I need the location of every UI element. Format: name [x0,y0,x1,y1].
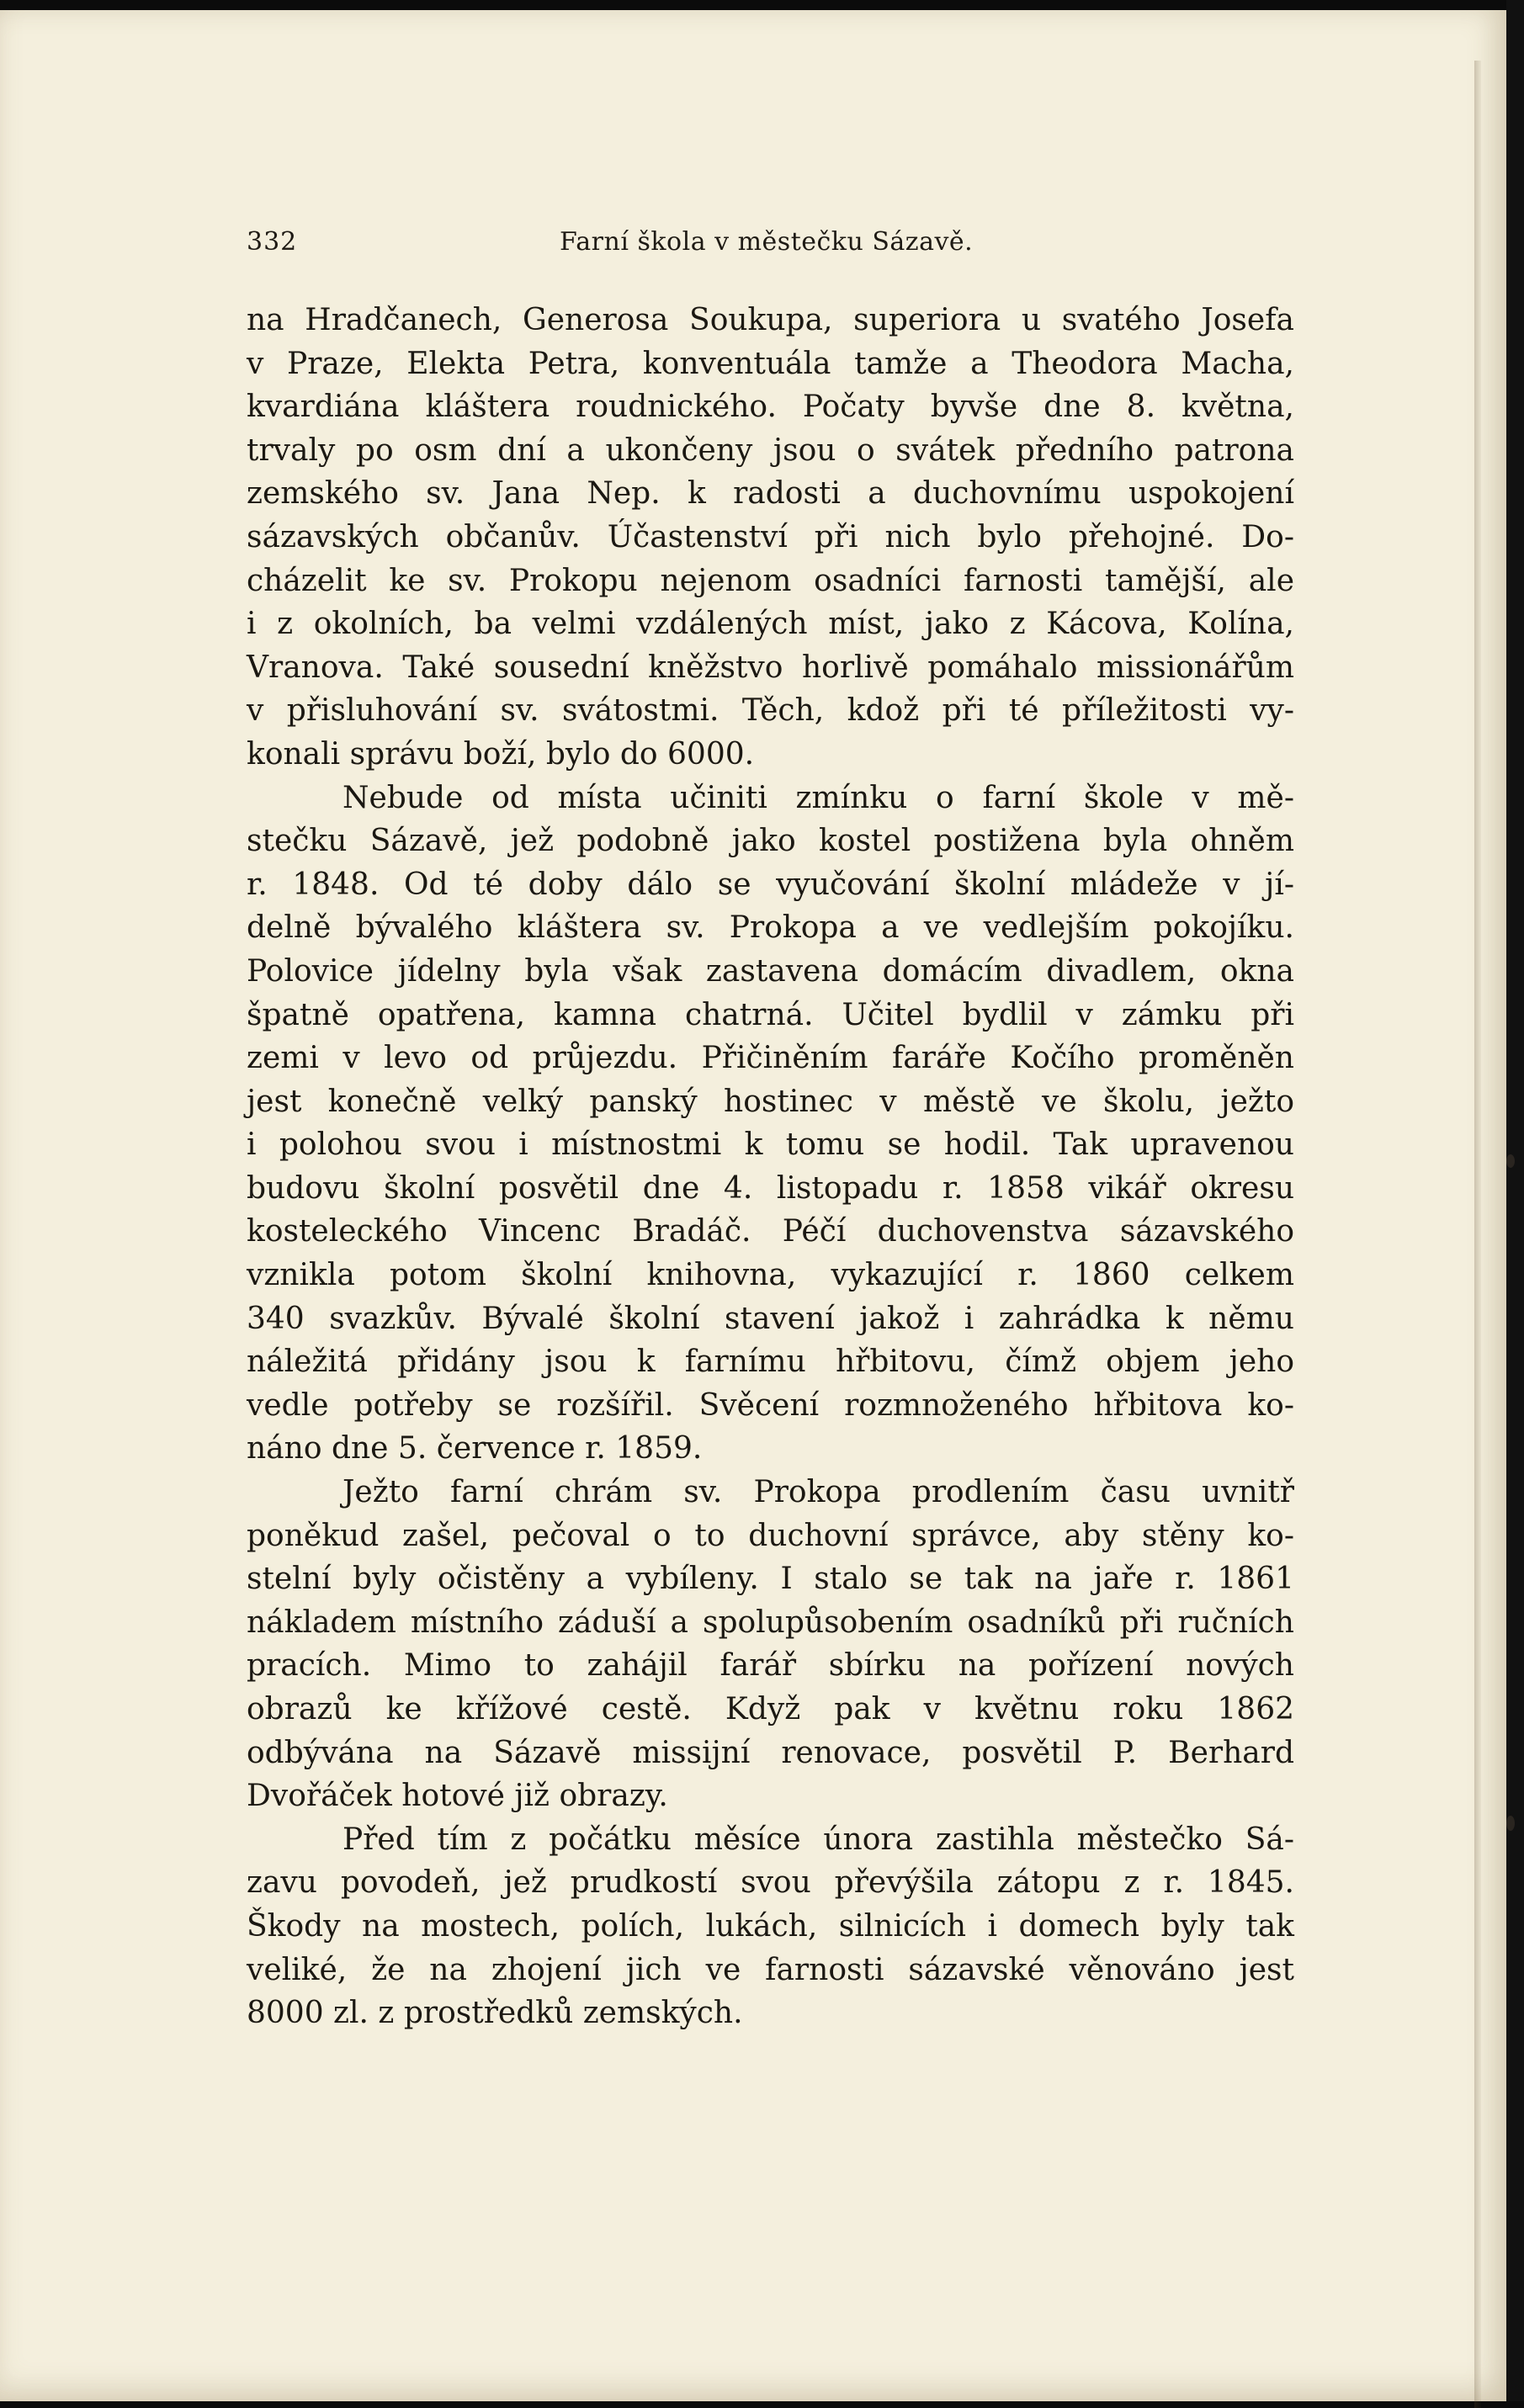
margin-ink-spot [1506,1816,1515,1831]
text-line: vznikla potom školní knihovna, vykazující r. 1860 celkem [247,1258,1294,1293]
text-line: kvardiána kláštera roudnického. Počaty byvše dne 8. května, [247,390,1294,425]
text-line: i polohou svou i místnostmi k tomu se hodil. Tak upravenou [247,1127,1294,1163]
text-line: v Praze, Elekta Petra, konventuála tamže a Theodora Macha, [247,346,1294,381]
text-line: stečku Sázavě, jež podobně jako kostel postižena byla ohněm [247,824,1294,859]
text-line: 340 svazkův. Bývalé školní stavení jakož i zahrádka k němu [247,1301,1294,1336]
running-title: Farní škola v městečku Sázavě. [560,227,974,257]
margin-ink-spot [1506,1154,1515,1168]
text-line: odbývána na Sázavě missijní renovace, posvětil P. Berhard [247,1735,1294,1770]
page-header [247,227,1307,261]
text-line: Před tím z počátku měsíce února zastihla městečko Sá- [343,1822,1294,1857]
text-line: jest konečně velký panský hostinec v městě ve školu, ježto [247,1084,1294,1119]
body-text [247,299,1294,2035]
text-line: náno dne 5. července r. 1859. [247,1431,703,1467]
text-line: Škody na mostech, polích, lukách, silnicích i domech byly tak [247,1908,1294,1944]
text-line: zavu povodeň, jež prudkostí svou převýšila zátopu z r. 1845. [247,1865,1294,1901]
text-line: pracích. Mimo to zahájil farář sbírku na pořízení nových [247,1648,1294,1684]
text-line: v přisluhování sv. svátostmi. Těch, kdož při té příležitosti vy- [247,693,1294,729]
text-line: cházelit ke sv. Prokopu nejenom osadníci farnosti tamější, ale [247,563,1294,598]
text-line: trvaly po osm dní a ukončeny jsou o svátek předního patrona [247,432,1294,468]
paragraph [247,1818,1294,2035]
text-line: Nebude od místa učiniti zmínku o farní škole v mě- [343,780,1294,815]
text-line: nákladem místního záduší a spolupůsobením osadníků při ručních [247,1604,1294,1640]
text-line: konali správu boží, bylo do 6000. [247,736,755,772]
text-line: obrazů ke křížové cestě. Když pak v květnu roku 1862 [247,1692,1294,1726]
text-line: i z okolních, ba velmi vzdálených míst, jako z Kácova, Kolína, [247,607,1294,642]
text-line: r. 1848. Od té doby dálo se vyučování školní mládeže v jí- [247,867,1294,902]
text-line: Ježto farní chrám sv. Prokopa prodlením času uvnitř [343,1475,1294,1510]
paragraph [247,299,1294,777]
text-line: poněkud zašel, pečoval o to duchovní správce, aby stěny ko- [247,1518,1294,1553]
text-line: vedle potřeby se rozšířil. Svěcení rozmnoženého hřbitova ko- [247,1387,1294,1423]
text-line: Vranova. Také sousední kněžstvo horlivě pomáhalo missionářům [247,650,1294,685]
text-line: Dvořáček hotové již obrazy. [247,1779,668,1814]
text-line: špatně opatřena, kamna chatrná. Učitel bydlil v zámku při [247,997,1294,1032]
text-line: sázavských občanův. Účastenství při nich bylo přehojné. Do- [247,519,1294,554]
paragraph [247,777,1294,1472]
text-line: kosteleckého Vincenc Bradáč. Péčí duchovenstva sázavského [247,1214,1294,1249]
text-line: na Hradčanech, Generosa Soukupa, superiora u svatého Josefa [247,303,1294,337]
text-line: náležitá přidány jsou k farnímu hřbitovu, čímž objem jeho [247,1345,1294,1380]
text-line: stelní byly očistěny a vybíleny. I stalo se tak na jaře r. 1861 [247,1562,1294,1597]
text-line: Polovice jídelny byla však zastavena domácím divadlem, okna [247,953,1294,989]
text-line: zemského sv. Jana Nep. k radosti a duchovnímu uspokojení [247,476,1294,512]
text-line: zemi v levo od průjezdu. Přičiněním faráře Kočího proměněn [247,1041,1294,1076]
page-edge-shadow [1474,61,1481,2408]
text-line: veliké, že na zhojení jich ve farnosti sázavské věnováno jest [247,1952,1294,1987]
text-line: budovu školní posvětil dne 4. listopadu r. 1858 vikář okresu [247,1170,1294,1206]
text-line: 8000 zl. z prostředků zemských. [247,1996,743,2031]
text-line: delně bývalého kláštera sv. Prokopa a ve vedlejším pokojíku. [247,910,1294,946]
scan-border [1506,0,1524,2401]
paragraph [247,1471,1294,1818]
page-number: 332 [247,227,298,257]
